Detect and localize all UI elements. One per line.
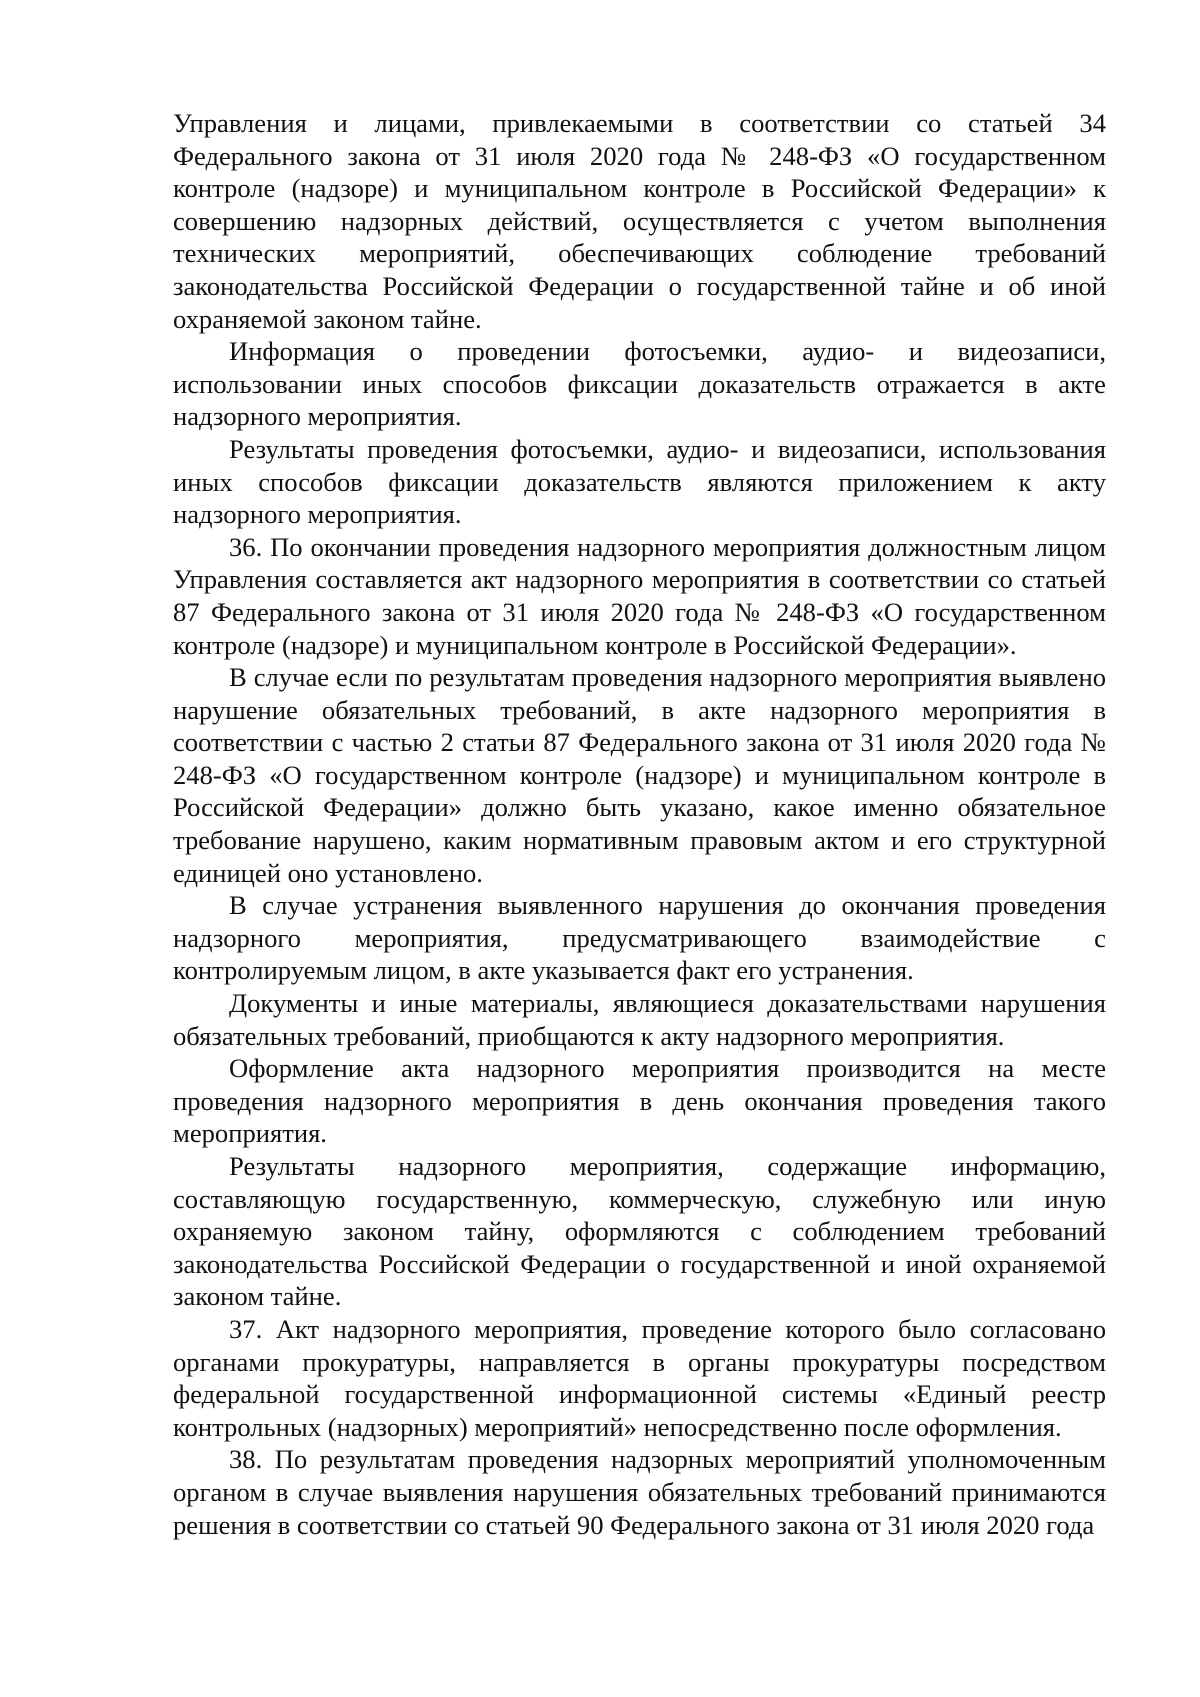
paragraph-secret-results: Результаты надзорного мероприятия, содержащие информацию, составляющую государственную, коммерческую, служебную или иную охраняемую законом тайну, оформляются с соблюдением требований законодательства Российской Федерации о государственной и иной охраняемой законом тайне. [173, 1151, 1106, 1312]
paragraph-continuation: Управления и лицами, привлекаемыми в соответствии со статьей 34 Федерального закона от 31 июля 2020 года № 248-ФЗ «О государственном контроле (надзоре) и муниципальном контроле в Российской Федерации» к совершению надзорных действий, осуществляется с учетом выполнения технических мероприятий, обеспечивающих соблюдение требований законодательства Российской Федерации о государственной тайне и об иной охраняемой законом тайне. [173, 108, 1106, 334]
paragraph-item-36: 36. По окончании проведения надзорного мероприятия должностным лицом Управления составляется акт надзорного мероприятия в соответствии со статьей 87 Федерального закона от 31 июля 2020 года № 248-ФЗ «О государственном контроле (надзоре) и муниципальном контроле в Российской Федерации». [173, 531, 1106, 660]
paragraph-item-37: 37. Акт надзорного мероприятия, проведение которого было согласовано органами прокуратуры, направляется в органы прокуратуры посредством федеральной государственной информационной системы «Единый реестр контрольных (надзорных) мероприятий» непосредственно после оформления. [173, 1313, 1106, 1442]
paragraph-photo-results: Результаты проведения фотосъемки, аудио- и видеозаписи, использования иных способов фиксации доказательств являются приложением к акту надзорного мероприятия. [173, 433, 1106, 530]
document-body [173, 107, 1106, 1541]
paragraph-evidence-documents: Документы и иные материалы, являющиеся доказательствами нарушения обязательных требований, приобщаются к акту надзорного мероприятия. [173, 988, 1106, 1051]
paragraph-photo-info: Информация о проведении фотосъемки, аудио- и видеозаписи, использовании иных способов фиксации доказательств отражается в акте надзорного мероприятия. [173, 336, 1106, 432]
paragraph-violation-eliminated: В случае устранения выявленного нарушения до окончания проведения надзорного мероприятия, предусматривающего взаимодействие с контролируемым лицом, в акте указывается факт его устранения. [173, 890, 1106, 986]
paragraph-item-38: 38. По результатам проведения надзорных мероприятий уполномоченным органом в случае выявления нарушения обязательных требований принимаются решения в соответствии со статьей 90 Федерального закона от 31 июля 2020 года [173, 1444, 1106, 1540]
paragraph-violation-found: В случае если по результатам проведения надзорного мероприятия выявлено нарушение обязательных требований, в акте надзорного мероприятия в соответствии с частью 2 статьи 87 Федерального закона от 31 июля 2020 года № 248-ФЗ «О государственном контроле (надзоре) и муниципальном контроле в Российской Федерации» должно быть указано, какое именно обязательное требование нарушено, каким нормативным правовым актом и его структурной единицей оно установлено. [173, 662, 1106, 888]
paragraph-act-execution: Оформление акта надзорного мероприятия производится на месте проведения надзорного мероприятия в день окончания проведения такого мероприятия. [173, 1053, 1106, 1149]
